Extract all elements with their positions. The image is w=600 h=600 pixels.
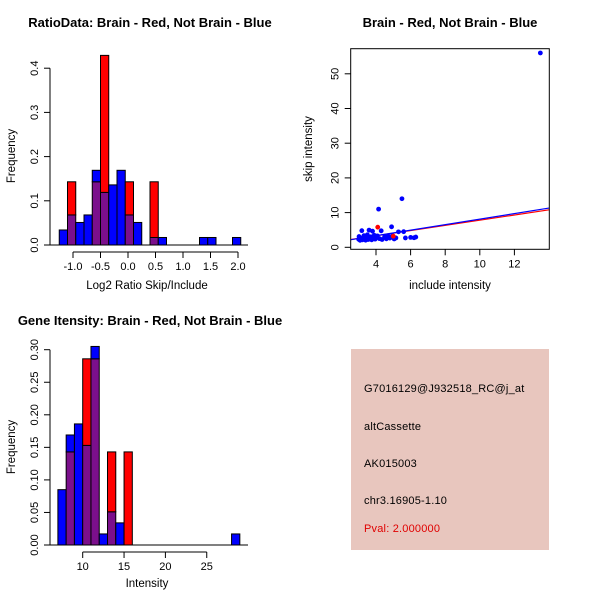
scatter-point <box>375 225 380 230</box>
scatter-point <box>376 207 381 212</box>
y-tick-label: 0.0 <box>29 237 41 253</box>
pval-text: Pval: 2.000000 <box>364 523 441 535</box>
y-tick-label: 0.25 <box>29 371 41 393</box>
x-tick-label: 20 <box>159 561 172 573</box>
scatter-point <box>400 196 405 201</box>
y-axis-label: Frequency <box>6 128 18 184</box>
chart-title: RatioData: Brain - Red, Not Brain - Blue <box>28 15 272 30</box>
x-axis-label: include intensity <box>409 280 491 292</box>
y-tick-label: 0.30 <box>29 338 41 361</box>
brain-bar-segment <box>124 452 132 545</box>
y-tick-label: 0.15 <box>29 436 41 459</box>
y-tick-label: 20 <box>329 171 342 185</box>
notbrain-bar-segment <box>76 222 84 245</box>
x-tick-label: 25 <box>200 561 213 573</box>
notbrain-bar-segment <box>116 523 124 545</box>
overlap-bar-segment <box>66 452 74 545</box>
gene-info-panel <box>300 300 600 600</box>
notbrain-bar-segment <box>208 237 216 245</box>
notbrain-bar-segment <box>117 170 125 245</box>
y-axis-label: Frequency <box>6 419 18 475</box>
overlap-bar-segment <box>92 182 100 245</box>
x-tick-label: 6 <box>407 258 414 271</box>
x-tick-label: 2.0 <box>230 261 246 273</box>
overlap-bar-segment <box>101 192 109 245</box>
splice-event-text: altCassette <box>364 421 422 433</box>
x-axis-label: Log2 Ratio Skip/Include <box>86 280 208 292</box>
y-tick-label: 0 <box>329 244 342 251</box>
brain-bar-segment <box>150 182 158 238</box>
overlap-bar-segment <box>108 512 116 545</box>
scatter-point <box>538 51 543 56</box>
y-axis-label: skip intensity <box>303 116 315 182</box>
notbrain-bar-segment <box>66 435 74 452</box>
chart-title: Brain - Red, Not Brain - Blue <box>362 15 538 30</box>
scatter-point <box>389 224 394 229</box>
notbrain-bar-segment <box>91 346 99 358</box>
scatter-point <box>396 229 401 234</box>
x-tick-label: 1.0 <box>175 261 191 273</box>
scatter-point <box>413 235 418 240</box>
x-tick-label: 8 <box>442 258 449 271</box>
skip-include-scatter-panel <box>300 0 600 300</box>
scatter-point <box>403 236 408 241</box>
notbrain-bar-segment <box>200 237 208 245</box>
notbrain-fit-line <box>351 208 549 240</box>
scatter-point <box>370 229 375 234</box>
y-tick-label: 40 <box>329 102 342 115</box>
probe-id-text: G7016129@J932518_RC@j_at <box>364 383 525 395</box>
gene-intensity-histogram-panel <box>0 300 300 600</box>
brain-bar-segment <box>101 55 109 192</box>
brain-bar-segment <box>125 182 133 215</box>
brain-bar-segment <box>68 182 76 215</box>
scatter-point <box>359 228 364 233</box>
notbrain-bar-segment <box>109 185 117 245</box>
notbrain-bar-segment <box>158 237 166 245</box>
notbrain-bar-segment <box>99 534 107 545</box>
brain-bar-segment <box>83 359 91 446</box>
top-left-plot <box>6 15 272 292</box>
brain-bar-segment <box>108 452 116 512</box>
x-tick-label: 15 <box>117 561 131 573</box>
x-axis-label: Intensity <box>125 578 169 590</box>
notbrain-bar-segment <box>92 170 100 181</box>
bottom-left-plot <box>6 313 282 590</box>
overlap-bar-segment <box>83 445 91 545</box>
scatter-point <box>391 234 396 239</box>
accession-text: AK015003 <box>364 458 417 470</box>
y-tick-label: 0.10 <box>29 469 41 491</box>
scatter-point <box>379 228 384 233</box>
y-tick-label: 0.3 <box>29 104 41 121</box>
x-tick-label: 4 <box>372 258 380 271</box>
ratio-histogram-panel <box>0 0 300 300</box>
notbrain-bar-segment <box>84 215 92 245</box>
overlap-bar-segment <box>91 359 99 545</box>
chart-title: Gene Itensity: Brain - Red, Not Brain - Blue <box>17 313 283 328</box>
x-tick-label: 0.0 <box>120 261 136 273</box>
x-tick-label: 1.5 <box>202 261 219 273</box>
y-tick-label: 10 <box>329 206 342 219</box>
y-tick-label: 0.20 <box>29 404 41 426</box>
y-tick-label: 30 <box>329 137 342 150</box>
x-tick-label: 12 <box>508 258 521 271</box>
x-tick-label: 10 <box>76 561 89 573</box>
notbrain-bar-segment <box>232 534 240 545</box>
x-tick-label: -1.0 <box>63 261 83 273</box>
x-tick-label: 10 <box>473 258 486 271</box>
y-tick-label: 0.05 <box>29 501 41 524</box>
y-tick-label: 0.1 <box>29 193 41 209</box>
y-tick-label: 0.2 <box>29 148 41 165</box>
y-tick-label: 0.00 <box>29 534 41 556</box>
y-tick-label: 50 <box>329 67 342 80</box>
plot-box <box>351 49 550 250</box>
gene-info-box <box>351 349 549 550</box>
notbrain-bar-segment <box>59 230 67 245</box>
scatter-point <box>401 229 406 234</box>
location-text: chr3.16905-1.10 <box>364 495 448 507</box>
overlap-bar-segment <box>68 215 76 245</box>
overlap-bar-segment <box>125 215 133 245</box>
notbrain-bar-segment <box>134 222 142 245</box>
notbrain-bar-segment <box>58 490 66 545</box>
y-tick-label: 0.4 <box>29 60 41 76</box>
top-right-plot <box>303 15 549 292</box>
notbrain-bar-segment <box>233 237 241 245</box>
notbrain-bar-segment <box>74 424 82 545</box>
overlap-bar-segment <box>150 237 158 245</box>
x-tick-label: 0.5 <box>147 261 164 273</box>
x-tick-label: -0.5 <box>91 261 110 273</box>
